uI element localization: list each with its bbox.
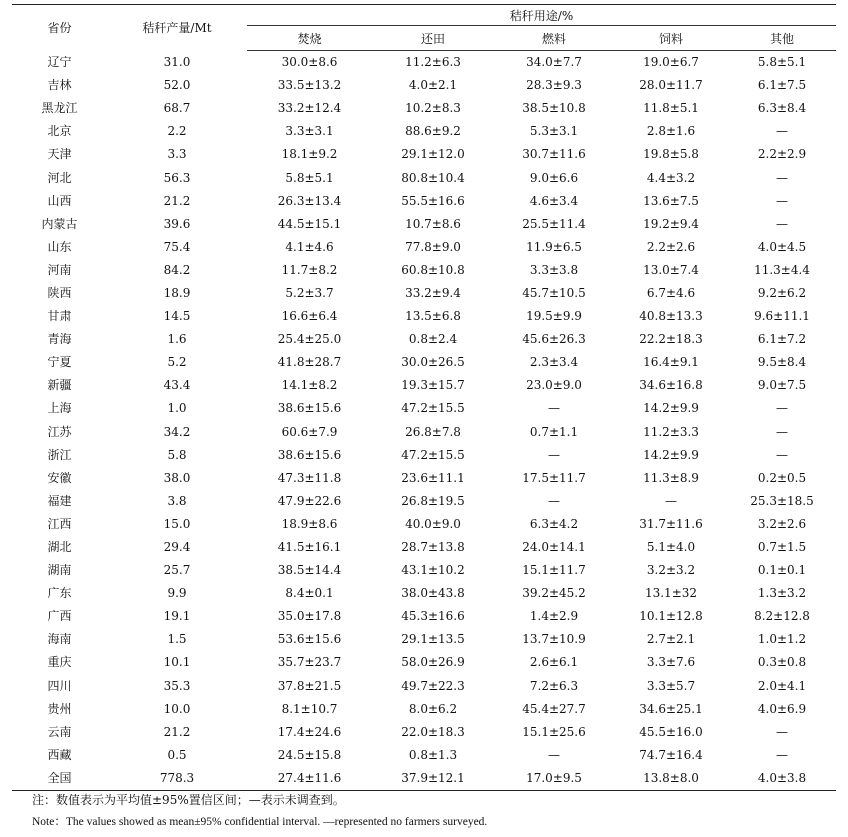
- cell-other: 1.3±3.2: [757, 586, 807, 601]
- cell-field-return: 40.0±9.0: [405, 516, 461, 531]
- table-row: [12, 282, 836, 305]
- table-notes: [32, 789, 487, 833]
- cell-feed: 2.2±2.6: [646, 239, 696, 254]
- table-row: [12, 490, 836, 513]
- cell-burning: 47.3±11.8: [277, 470, 342, 485]
- cell-feed: 19.0±6.7: [643, 55, 699, 70]
- cell-feed: 14.2±9.9: [643, 447, 699, 462]
- cell-fuel: 17.5±11.7: [522, 470, 586, 485]
- cell-province: 西藏: [47, 747, 72, 762]
- cell-straw-yield: 15.0: [163, 516, 191, 531]
- cell-feed: 13.1±32: [644, 586, 698, 601]
- cell-feed: 3.3±5.7: [646, 678, 696, 693]
- cell-fuel: —: [548, 401, 560, 416]
- cell-field-return: 4.0±2.1: [408, 78, 458, 93]
- cell-feed: 4.4±3.2: [646, 170, 696, 185]
- cell-fuel: 38.5±10.8: [522, 101, 586, 116]
- table-row: [12, 166, 836, 189]
- cell-straw-yield: 1.6: [167, 332, 187, 347]
- cell-straw-yield: 14.5: [163, 309, 191, 324]
- table-row: [12, 559, 836, 582]
- table-row: [12, 628, 836, 651]
- cell-fuel: 19.5±9.9: [526, 309, 582, 324]
- cell-straw-yield: 34.2: [163, 424, 191, 439]
- cell-province: 重庆: [47, 655, 72, 670]
- cell-other: —: [776, 424, 788, 439]
- cell-province: 广西: [47, 609, 72, 624]
- cell-feed: 34.6±25.1: [639, 701, 703, 716]
- cell-straw-yield: 1.5: [167, 632, 187, 647]
- cell-straw-yield: 38.0: [163, 470, 191, 485]
- cell-straw-yield: 0.5: [167, 747, 187, 762]
- cell-other: 0.2±0.5: [757, 470, 807, 485]
- table-row: [12, 744, 836, 767]
- cell-other: 1.0±1.2: [757, 632, 807, 647]
- cell-burning: 8.1±10.7: [281, 701, 338, 716]
- cell-field-return: 10.2±8.3: [405, 101, 461, 116]
- cell-feed: 11.2±3.3: [643, 424, 699, 439]
- cell-burning: 3.3±3.1: [285, 124, 334, 139]
- cell-other: 4.0±3.8: [757, 770, 807, 785]
- cell-feed: 19.8±5.8: [643, 147, 699, 162]
- cell-province: 吉林: [47, 78, 72, 93]
- cell-fuel: 0.7±1.1: [529, 424, 579, 439]
- cell-other: 6.3±8.4: [757, 101, 807, 116]
- table-row: [12, 213, 836, 236]
- table-row: [12, 97, 836, 120]
- cell-field-return: 49.7±22.3: [401, 678, 465, 693]
- cell-field-return: 80.8±10.4: [401, 170, 465, 185]
- cell-other: 6.1±7.5: [757, 78, 807, 93]
- header-straw-yield: 秸秆产量/Mt: [142, 21, 212, 36]
- cell-fuel: 1.4±2.9: [529, 609, 579, 624]
- cell-feed: 11.8±5.1: [643, 101, 699, 116]
- cell-straw-yield: 3.3: [167, 147, 187, 162]
- table-row: [12, 120, 836, 143]
- cell-province: 海南: [47, 632, 72, 647]
- cell-feed: 10.1±12.8: [639, 609, 703, 624]
- note-english: Note：The values showed as mean±95% confidential interval. —represented no farmers surveyed.: [32, 816, 488, 828]
- table-row: [12, 374, 836, 397]
- header-usage-other: 其他: [728, 26, 836, 51]
- cell-field-return: 47.2±15.5: [401, 401, 465, 416]
- cell-other: —: [776, 193, 788, 208]
- cell-straw-yield: 35.3: [163, 678, 191, 693]
- cell-fuel: —: [548, 447, 560, 462]
- cell-other: —: [776, 170, 788, 185]
- cell-other: —: [776, 724, 788, 739]
- cell-other: —: [776, 447, 788, 462]
- cell-straw-yield: 18.9: [163, 285, 191, 300]
- cell-burning: 24.5±15.8: [277, 747, 342, 762]
- cell-fuel: 24.0±14.1: [522, 540, 586, 555]
- table-row: [12, 328, 836, 351]
- cell-province: 内蒙古: [41, 216, 78, 231]
- cell-burning: 26.3±13.4: [277, 193, 342, 208]
- cell-fuel: 13.7±10.9: [522, 632, 586, 647]
- table-body: [12, 51, 836, 791]
- cell-field-return: 29.1±12.0: [401, 147, 465, 162]
- cell-fuel: 17.0±9.5: [526, 770, 582, 785]
- cell-province: 河南: [47, 262, 72, 277]
- cell-other: 9.2±6.2: [757, 285, 807, 300]
- cell-feed: 28.0±11.7: [639, 78, 703, 93]
- cell-burning: 27.4±11.6: [277, 770, 342, 785]
- table-row: [12, 236, 836, 259]
- cell-field-return: 38.0±43.8: [401, 586, 465, 601]
- cell-feed: 6.7±4.6: [646, 285, 696, 300]
- cell-other: 0.1±0.1: [757, 563, 807, 578]
- cell-province: 湖南: [47, 563, 72, 578]
- cell-field-return: 33.2±9.4: [405, 285, 461, 300]
- cell-straw-yield: 31.0: [163, 54, 191, 69]
- cell-province: 新疆: [47, 378, 72, 393]
- cell-straw-yield: 778.3: [159, 770, 195, 785]
- cell-straw-yield: 9.9: [167, 586, 187, 601]
- cell-fuel: 45.7±10.5: [522, 285, 586, 300]
- cell-fuel: —: [548, 493, 560, 508]
- cell-feed: —: [665, 493, 677, 508]
- cell-straw-yield: 21.2: [163, 193, 191, 208]
- cell-field-return: 13.5±6.8: [405, 309, 461, 324]
- cell-straw-yield: 19.1: [163, 609, 191, 624]
- table-row: [12, 397, 836, 420]
- table-row: [12, 767, 836, 791]
- cell-province: 湖北: [47, 540, 72, 555]
- cell-other: 0.3±0.8: [757, 655, 807, 670]
- cell-field-return: 23.6±11.1: [401, 470, 465, 485]
- cell-fuel: 2.6±6.1: [529, 655, 579, 670]
- cell-burning: 41.8±28.7: [277, 355, 342, 370]
- cell-other: 6.1±7.2: [757, 332, 807, 347]
- cell-province: 福建: [47, 493, 72, 508]
- cell-field-return: 77.8±9.0: [405, 239, 461, 254]
- cell-fuel: 7.2±6.3: [529, 678, 579, 693]
- header-usage-feed: 饲料: [614, 26, 728, 51]
- header-usage-fuel: 燃料: [494, 26, 614, 51]
- table-row: [12, 651, 836, 674]
- cell-field-return: 19.3±15.7: [401, 378, 465, 393]
- cell-straw-yield: 56.3: [163, 170, 191, 185]
- cell-burning: 14.1±8.2: [281, 378, 338, 393]
- cell-fuel: 4.6±3.4: [529, 193, 579, 208]
- cell-fuel: 15.1±25.6: [522, 724, 586, 739]
- cell-province: 云南: [47, 724, 72, 739]
- cell-straw-yield: 43.4: [163, 378, 191, 393]
- cell-other: 4.0±6.9: [757, 701, 807, 716]
- cell-straw-yield: 29.4: [163, 540, 191, 555]
- cell-other: 9.6±11.1: [754, 309, 810, 324]
- cell-fuel: 3.3±3.8: [529, 262, 579, 277]
- cell-burning: 25.4±25.0: [277, 332, 342, 347]
- table-row: [12, 305, 836, 328]
- cell-province: 全国: [47, 770, 72, 785]
- cell-feed: 31.7±11.6: [639, 516, 703, 531]
- cell-feed: 13.0±7.4: [643, 262, 699, 277]
- cell-burning: 41.5±16.1: [277, 540, 342, 555]
- cell-feed: 2.8±1.6: [646, 124, 696, 139]
- cell-straw-yield: 25.7: [163, 563, 191, 578]
- cell-feed: 34.6±16.8: [639, 378, 703, 393]
- cell-straw-yield: 10.0: [163, 701, 191, 716]
- cell-burning: 35.7±23.7: [277, 655, 342, 670]
- cell-fuel: 15.1±11.7: [522, 563, 586, 578]
- table-row: [12, 721, 836, 744]
- header-straw-usage: 秸秆用途/%: [247, 5, 836, 26]
- cell-other: 0.7±1.5: [757, 540, 807, 555]
- cell-province: 北京: [47, 124, 72, 139]
- cell-province: 山东: [47, 239, 72, 254]
- cell-province: 河北: [47, 170, 72, 185]
- cell-straw-yield: 39.6: [163, 216, 191, 231]
- cell-field-return: 26.8±19.5: [401, 493, 465, 508]
- cell-straw-yield: 1.0: [167, 401, 187, 416]
- table-row: [12, 675, 836, 698]
- cell-field-return: 26.8±7.8: [405, 424, 461, 439]
- cell-province: 黑龙江: [41, 101, 78, 116]
- cell-straw-yield: 68.7: [163, 101, 191, 116]
- cell-burning: 8.4±0.1: [285, 586, 334, 601]
- straw-usage-table: [12, 4, 836, 791]
- cell-burning: 33.2±12.4: [277, 101, 342, 116]
- table-row: [12, 605, 836, 628]
- table-row: [12, 536, 836, 559]
- cell-straw-yield: 3.8: [167, 493, 187, 508]
- table-row: [12, 74, 836, 97]
- table-row: [12, 143, 836, 166]
- cell-straw-yield: 5.2: [167, 355, 187, 370]
- cell-fuel: 6.3±4.2: [529, 516, 579, 531]
- cell-other: —: [776, 216, 788, 231]
- cell-straw-yield: 52.0: [163, 78, 191, 93]
- cell-feed: 11.3±8.9: [643, 470, 699, 485]
- table-row: [12, 190, 836, 213]
- cell-fuel: —: [548, 747, 560, 762]
- cell-other: 5.8±5.1: [757, 55, 807, 70]
- cell-burning: 44.5±15.1: [277, 216, 342, 231]
- cell-field-return: 43.1±10.2: [401, 563, 465, 578]
- cell-other: 3.2±2.6: [757, 516, 807, 531]
- table-row: [12, 467, 836, 490]
- cell-field-return: 47.2±15.5: [401, 447, 465, 462]
- table-header: [12, 5, 836, 51]
- cell-other: —: [776, 401, 788, 416]
- cell-fuel: 25.5±11.4: [522, 216, 586, 231]
- cell-feed: 19.2±9.4: [643, 216, 699, 231]
- cell-feed: 13.8±8.0: [643, 770, 699, 785]
- cell-other: 25.3±18.5: [750, 493, 814, 508]
- cell-fuel: 11.9±6.5: [526, 239, 582, 254]
- cell-field-return: 60.8±10.8: [401, 262, 465, 277]
- cell-fuel: 34.0±7.7: [526, 55, 582, 70]
- cell-burning: 38.6±15.6: [277, 447, 342, 462]
- cell-straw-yield: 5.8: [167, 447, 187, 462]
- cell-field-return: 8.0±6.2: [408, 701, 458, 716]
- cell-fuel: 30.7±11.6: [522, 147, 586, 162]
- cell-field-return: 11.2±6.3: [405, 55, 461, 70]
- table-row: [12, 259, 836, 282]
- cell-province: 陕西: [47, 285, 72, 300]
- cell-burning: 5.8±5.1: [285, 170, 334, 185]
- cell-straw-yield: 84.2: [163, 262, 191, 277]
- cell-field-return: 55.5±16.6: [401, 193, 465, 208]
- note-chinese: 注：数值表示为平均值±95%置信区间；—表示未调查到。: [32, 793, 345, 807]
- cell-burning: 11.7±8.2: [281, 262, 338, 277]
- cell-field-return: 37.9±12.1: [401, 770, 465, 785]
- cell-burning: 17.4±24.6: [277, 724, 342, 739]
- cell-feed: 45.5±16.0: [639, 724, 703, 739]
- cell-fuel: 45.6±26.3: [522, 332, 586, 347]
- cell-fuel: 9.0±6.6: [529, 170, 579, 185]
- cell-field-return: 29.1±13.5: [401, 632, 465, 647]
- cell-feed: 22.2±18.3: [639, 332, 703, 347]
- cell-burning: 33.5±13.2: [277, 78, 342, 93]
- cell-straw-yield: 21.2: [163, 724, 191, 739]
- header-usage-field-return: 还田: [372, 26, 494, 51]
- cell-burning: 53.6±15.6: [277, 632, 342, 647]
- cell-burning: 5.2±3.7: [285, 285, 334, 300]
- cell-feed: 40.8±13.3: [639, 309, 703, 324]
- cell-province: 宁夏: [47, 355, 72, 370]
- cell-field-return: 45.3±16.6: [401, 609, 465, 624]
- cell-province: 甘肃: [47, 309, 72, 324]
- cell-fuel: 45.4±27.7: [522, 701, 586, 716]
- cell-fuel: 2.3±3.4: [529, 355, 579, 370]
- cell-province: 青海: [47, 332, 72, 347]
- table-row: [12, 698, 836, 721]
- cell-feed: 14.2±9.9: [643, 401, 699, 416]
- cell-field-return: 10.7±8.6: [405, 216, 461, 231]
- cell-province: 广东: [47, 586, 72, 601]
- cell-province: 江西: [47, 516, 72, 531]
- cell-field-return: 30.0±26.5: [401, 355, 465, 370]
- table-row: [12, 444, 836, 467]
- cell-province: 贵州: [47, 701, 72, 716]
- table-row: [12, 582, 836, 605]
- cell-other: 2.0±4.1: [757, 678, 807, 693]
- cell-fuel: 5.3±3.1: [529, 124, 579, 139]
- cell-burning: 35.0±17.8: [277, 609, 342, 624]
- cell-field-return: 58.0±26.9: [401, 655, 465, 670]
- cell-fuel: 23.0±9.0: [526, 378, 582, 393]
- cell-feed: 5.1±4.0: [646, 540, 696, 555]
- cell-burning: 37.8±21.5: [277, 678, 342, 693]
- cell-province: 江苏: [47, 424, 72, 439]
- cell-field-return: 0.8±1.3: [408, 747, 458, 762]
- cell-straw-yield: 10.1: [163, 655, 191, 670]
- cell-other: 9.0±7.5: [757, 378, 807, 393]
- cell-other: 8.2±12.8: [754, 609, 810, 624]
- cell-feed: 2.7±2.1: [646, 632, 696, 647]
- cell-straw-yield: 75.4: [163, 239, 191, 254]
- cell-burning: 60.6±7.9: [281, 424, 338, 439]
- cell-province: 上海: [47, 401, 72, 416]
- cell-other: 11.3±4.4: [754, 262, 810, 277]
- cell-fuel: 39.2±45.2: [522, 586, 586, 601]
- cell-feed: 3.3±7.6: [646, 655, 696, 670]
- cell-other: 9.5±8.4: [757, 355, 807, 370]
- cell-straw-yield: 2.2: [167, 124, 187, 139]
- cell-other: 4.0±4.5: [757, 239, 807, 254]
- table-row: [12, 421, 836, 444]
- cell-burning: 16.6±6.4: [281, 309, 338, 324]
- cell-burning: 38.6±15.6: [277, 401, 342, 416]
- cell-field-return: 0.8±2.4: [408, 332, 458, 347]
- cell-feed: 13.6±7.5: [643, 193, 699, 208]
- cell-other: —: [776, 747, 788, 762]
- cell-province: 天津: [47, 147, 72, 162]
- cell-burning: 18.9±8.6: [281, 516, 338, 531]
- cell-province: 安徽: [47, 470, 72, 485]
- cell-other: 2.2±2.9: [757, 147, 807, 162]
- cell-burning: 38.5±14.4: [277, 563, 342, 578]
- cell-feed: 16.4±9.1: [643, 355, 699, 370]
- cell-field-return: 88.6±9.2: [405, 124, 461, 139]
- cell-province: 山西: [47, 193, 72, 208]
- cell-burning: 30.0±8.6: [281, 55, 338, 70]
- cell-province: 四川: [47, 678, 72, 693]
- cell-burning: 4.1±4.6: [285, 239, 334, 254]
- cell-feed: 3.2±3.2: [646, 563, 696, 578]
- cell-other: —: [776, 124, 788, 139]
- table-row: [12, 351, 836, 374]
- cell-burning: 47.9±22.6: [277, 493, 342, 508]
- cell-field-return: 22.0±18.3: [401, 724, 465, 739]
- header-usage-burning: 焚烧: [247, 26, 372, 51]
- cell-feed: 74.7±16.4: [639, 747, 703, 762]
- cell-province: 浙江: [47, 447, 72, 462]
- table-row: [12, 513, 836, 536]
- table-row: [12, 51, 836, 75]
- header-province: 省份: [47, 21, 72, 36]
- cell-field-return: 28.7±13.8: [401, 540, 465, 555]
- cell-burning: 18.1±9.2: [281, 147, 338, 162]
- cell-fuel: 28.3±9.3: [526, 78, 582, 93]
- cell-province: 辽宁: [47, 54, 72, 69]
